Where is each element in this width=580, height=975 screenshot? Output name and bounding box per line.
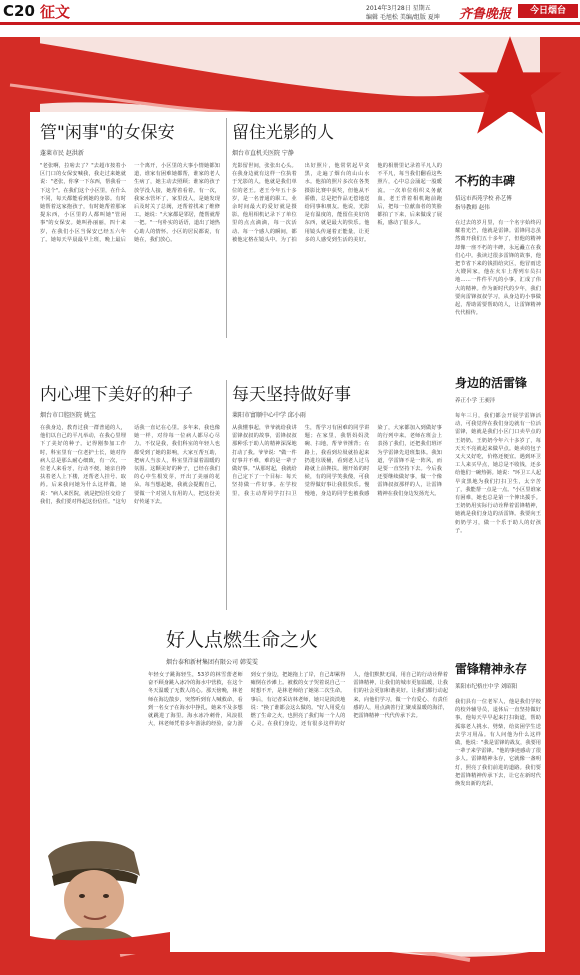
article-title: 雷锋精神永存 [455, 662, 528, 676]
article-title: 身边的活雷锋 [455, 376, 528, 390]
article-body: 从我懂事起，爷爷就给我讲雷锋叔叔的故事，雷锋叔叔那种乐于助人的精神深深地打动了我。爷爷说："做一件好事并不难，难的是一辈子做好事。"从那时起，我就给自己定下了一个目标：每天坚持做一件好事。在学校里，我主动帮同学打扫卫生，帮学习有困难的同学讲题；在家里，我帮妈妈洗碗、扫地，帮爷爷捶背；在路上，我看到垃圾就捡起来扔进垃圾桶，看到老人过马路就上前搀扶。刚开始的时候，有的同学笑我傻，可我觉得做好事让我很快乐。慢慢地，身边的同学也被我感染了，大家都加入到做好事的行列中来。老师在班会上表扬了我们，还把我们班评为学雷锋先进班集体。我知道，学雷锋不是一阵风，而是要一直坚持下去。今后我还要继续做好事，做一个像雷锋叔叔那样的人，让雷锋精神在我们身边发扬光大。 [232, 425, 442, 497]
article-body: 我们县有一位老军人，他是我们学校的校外辅导员，退休后一直坚持做好事。他每天早早起来打扫街道，帮助孤寡老人挑水、劈柴，给贫困学生送去学习用品。有人问他为什么这样做，他说："我是雷锋的战友，我要用一辈子来学雷锋。"他的事迹感动了很多人。雷锋精神永存，它就像一盏明灯，照亮了我们前进的道路。我们要把雷锋精神传承下去，让它在新时代焕发出新的光彩。 [455, 699, 541, 788]
article-title: 留住光影的人 [232, 123, 334, 143]
article-byline: 烟台市口腔医院 姚宝 [40, 412, 96, 419]
side-article-buxiu-fengbei [455, 172, 541, 359]
star-icon [455, 34, 565, 138]
article-byline: 蓬莱市民 赵洪新 [40, 150, 84, 157]
article-title: 好人点燃生命之火 [166, 629, 319, 651]
article-byline: 招远市西苑学校 孙艺傅 指导教师 赵伟 [455, 196, 512, 211]
column-divider [226, 118, 227, 338]
side-article-jingshen-yongcun [455, 660, 541, 866]
article-body: 在我身边，教育过我一群普通的人，他们以自己的平凡举动，在我心里埋下了美好的种子。记得刚参加工作时，科室里有一位老护士长，她对待病人总是那么耐心细致，有一次，一位老人来看牙，行动不便，她亲自搀扶着老人上下楼，还帮老人挂号、取药。后来我问她为什么这样做，她说："病人来医院，就是把信任交给了我们，我们要对得起这份信任。"这句话我一直记在心里。多年来，我也像她一样，对待每一位病人都尽心尽力。不仅是我，我们科室的年轻人也都受到了她的影响，大家互帮互助，把病人当亲人，科室里洋溢着温暖的氛围。这颗美好的种子，已经在我们的心中生根发芽，开出了美丽的花朵。每当想起她，我就会提醒自己，要做一个对别人有用的人，把这份美好传递下去。 [40, 425, 220, 505]
article-body: 在过去的岁月里，有一个名字始终闪耀着光芒，他就是雷锋。雷锋同志虽然离开我们五十多年了，但他的精神却像一座不朽的丰碑，永远矗立在我们心中。我读过很多雷锋的故事，他把节省下来的钱捐给灾区，他冒雨送大嫂回家，他在火车上帮列车员扫地……一件件平凡的小事，汇成了伟大的精神。作为新时代的少年，我们要向雷锋叔叔学习，从身边的小事做起，帮助需要帮助的人，让雷锋精神代代相传。 [455, 220, 541, 317]
article-body: 光影留世间，张张出心头。在我身边就有这样一位执着于光影的人，他就是我们单位的老王。老王今年五十多岁，是一名普通的职工，业余时间最大的爱好就是摄影。他用相机记录下了单位里的点点滴滴，每一次活动、每一个感人的瞬间，都被他定格在镜头中。为了拍出好照片，他常常起早贪黑，走遍了烟台的山山水水。他拍的照片多次在各类摄影比赛中获奖，但他从不骄傲，总是把作品无偿地送给同事和朋友。他说，光影是有温度的，能留住美好的东西，就是最大的快乐。他用镜头传递着正能量，让更多的人感受到生活的美好。他的相册里记录着平凡人的不平凡，每当我们翻看这些照片，心中总会涌起一股暖流。一次单位组织义务献血，老王背着相机跑前跑后，把每一位献血者的笑脸都拍了下来，后来做成了展板，感动了很多人。 [232, 163, 442, 243]
article-title: 管"闲事"的女保安 [40, 123, 175, 143]
article-title: 不朽的丰碑 [455, 174, 516, 188]
article-guan-xianshi [40, 118, 220, 358]
lei-feng-portrait [30, 836, 170, 954]
section-title: 征文 [40, 3, 71, 21]
newspaper-logo: 齐鲁晚报 [459, 7, 512, 22]
article-byline: 养正小学 王昶沣 [455, 398, 496, 404]
page-header [0, 0, 580, 22]
article-title: 每天坚持做好事 [232, 385, 351, 405]
article-byline: 烟台市直机关医院 宁静 [232, 150, 294, 157]
article-body: 年轻女子跳海轻生，53岁的林雪蕾老师奋不顾身跳入冰冷的海水中营救，在这个冬天温暖了无数人的心。那天傍晚，林老师在海边散步，突然听到有人喊救命，看到一名女子在海水中挣扎，她来不及多想就跳进了海里。海水冰冷刺骨，风浪很大，林老师凭着多年游泳的经验，奋力游到女子身边，把她拖上了岸，自己却累得瘫倒在沙滩上。被救的女子哭着说自己一时想不开，是林老师给了她第二次生命。事后，有记者采访林老师，她只是淡淡地说："换了谁都会这么做的。"好人用爱点燃了生命之火，也照亮了我们每一个人的心灵。在我们身边，还有很多这样的好人，他们默默无闻，用自己的行动诠释着雷锋精神，让我们的城市更加温暖，让我们的社会更加和谐美好。让我们都行动起来，向他们学习，做一个有爱心、有责任感的人，用点滴善行汇聚成温暖的海洋，把雷锋精神一代代传承下去。 [148, 672, 448, 728]
article-body: "老张啊，拉啥去了？"去超市按着小区门口的女保安喊我，我走过来她就说："老张，你拿一下东西，帮我看一下这个"。在我们这个小区里，在什么不同，每天都能看到她的身影。有时她帮着这家抱孩子，有时她帮着那家提东西，小区里的人都叫她"管闲事"的女保安。她叫孙丽丽，四十来岁，在我们小区当保安已经五六年了。她每天早晨最早上班，晚上最后一个离开，小区里的大事小情她都知道，谁家有困难她都帮，谁家的老人生病了，她主动去照顾；谁家的孩子放学没人接，她帮着看着。有一次，我家水管坏了，家里没人，是她发现后及时关了总阀，还帮着找来了维修工。她说："大家都是邻居，能帮就帮一把。"一句朴实的话语，道出了她热心助人的情怀。小区的居民都说，有她在，我们放心。 [40, 163, 220, 243]
article-byline: 莱阳市富顺中心中学 邱小雨 [232, 412, 306, 419]
side-article-huo-leifeng [455, 374, 541, 657]
article-byline: 莱阳市纪格庄中学 刘昭阳 [455, 684, 518, 690]
issue-date: 2014年3月28日 星期五 [366, 5, 431, 12]
article-body: 每年三月，我们都会开展学雷锋活动，可我觉得在我们身边就有一位活雷锋，她就是我们小区门口卖早点的王奶奶。王奶奶今年六十多岁了，每天天不亮就起来做早点。她卖的包子又大又好吃，价格还便宜。遇到环卫工人来买早点，她总是不收钱，还多给他们一碗热粥。她说："环卫工人起早贪黑地为我们打扫卫生，太辛苦了，我能帮一点是一点。"小区里谁家有困难，她也总是第一个伸出援手。王奶奶用实际行动诠释着雷锋精神，她就是我们身边的活雷锋。我要向王奶奶学习，做一个乐于助人的好孩子。 [455, 413, 541, 534]
article-jianchi-haoshi [232, 380, 442, 632]
article-guangying [232, 118, 442, 358]
article-title: 内心埋下美好的种子 [40, 385, 193, 405]
page-number: C20 [3, 2, 35, 20]
article-byline: 烟台泰和新材集团有限公司 韩雯雯 [166, 659, 258, 666]
article-meihao-zhongzi [40, 380, 220, 632]
editor-credits: 编辑 毛旭松 美编/组版 夏坤 [366, 14, 440, 21]
article-shengming-zhihuo [148, 625, 448, 911]
column-divider [226, 380, 227, 610]
edition-badge: 今日烟台 [518, 4, 578, 18]
